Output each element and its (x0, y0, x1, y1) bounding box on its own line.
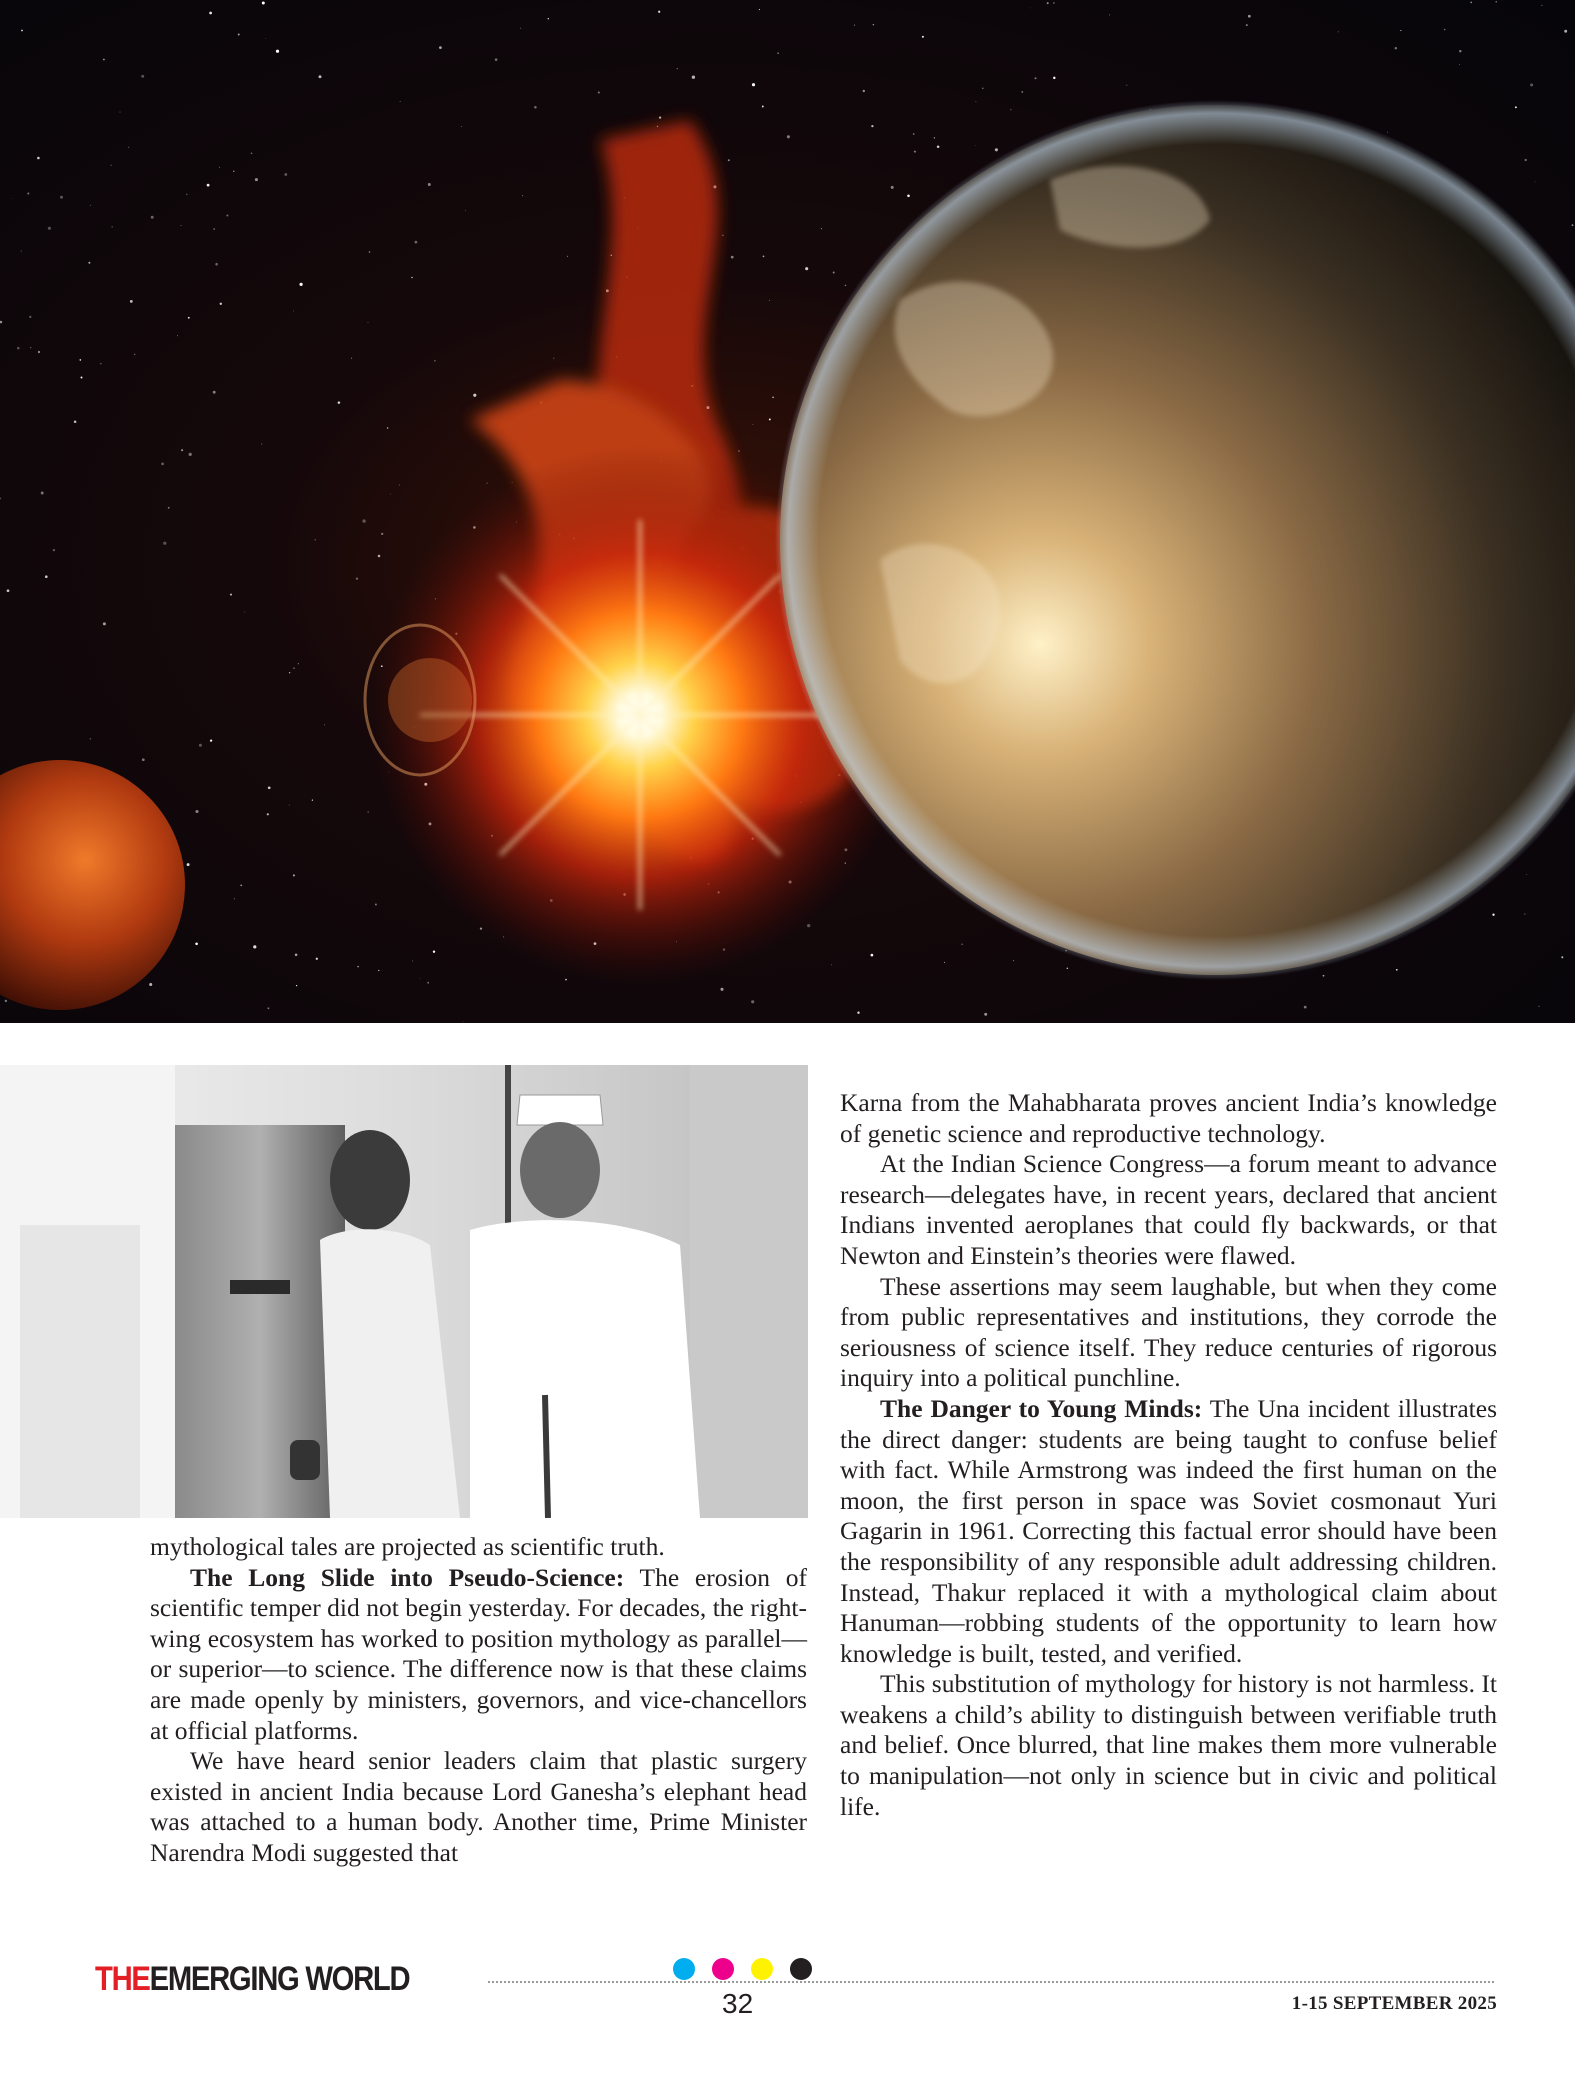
star-icon (149, 983, 152, 986)
star-icon (181, 225, 182, 226)
star-icon (215, 263, 218, 266)
star-icon (1030, 8, 1031, 9)
star-icon (312, 799, 313, 800)
space-planets-supernova-icon (0, 0, 1575, 1023)
star-icon (914, 151, 916, 153)
star-icon (268, 786, 271, 789)
star-icon (1572, 224, 1574, 226)
star-icon (80, 359, 82, 361)
star-icon (362, 519, 365, 522)
star-icon (319, 75, 322, 78)
star-icon (213, 228, 215, 230)
star-icon (128, 147, 129, 148)
star-icon (1010, 109, 1011, 110)
star-icon (293, 874, 295, 876)
star-icon (48, 227, 51, 230)
star-icon (210, 739, 212, 741)
star-icon (130, 300, 133, 303)
star-icon (731, 256, 734, 259)
star-icon (412, 960, 413, 961)
star-icon (769, 300, 770, 301)
star-icon (907, 195, 910, 198)
star-icon (463, 1021, 464, 1022)
star-icon (177, 335, 178, 336)
star-icon (1248, 15, 1251, 18)
star-icon (255, 178, 258, 181)
star-icon (769, 418, 771, 420)
star-icon (1396, 969, 1398, 971)
star-icon (420, 978, 421, 979)
star-icon (677, 68, 678, 69)
right-paragraph-5: This substitution of mythology for history is not harmless. It weakens a child’s ability to distinguish between verifiable truth and belief. Once blurred, that line makes them more vulnerable to manipulation—not only in science but in civic and political life. (840, 1669, 1497, 1821)
star-icon (234, 898, 235, 899)
star-icon (244, 612, 245, 613)
star-icon (1444, 29, 1446, 31)
star-icon (238, 34, 240, 36)
star-icon (1538, 1006, 1539, 1007)
black-dot-icon (790, 1958, 812, 1980)
star-icon (209, 12, 212, 15)
star-icon (119, 112, 120, 113)
star-icon (298, 663, 299, 664)
star-icon (195, 810, 198, 813)
star-icon (188, 317, 190, 319)
star-icon (722, 235, 723, 236)
star-icon (226, 215, 228, 217)
star-icon (1109, 14, 1110, 15)
star-icon (522, 195, 523, 196)
subheading-young-minds: The Danger to Young Minds: (880, 1393, 1203, 1423)
star-icon (240, 884, 242, 886)
star-icon (833, 272, 835, 274)
star-icon (381, 533, 383, 535)
article-right-column (840, 1088, 1497, 1822)
star-icon (937, 145, 940, 148)
star-icon (944, 962, 945, 963)
star-icon (29, 316, 31, 318)
star-icon (1525, 159, 1527, 161)
logo-the: THE (95, 1960, 150, 1998)
logo-emerging-world: EMERGING WORLD (149, 1960, 410, 1998)
left-paragraph-1: mythological tales are projected as scientific truth. (150, 1532, 665, 1561)
star-icon (21, 30, 23, 32)
star-icon (1459, 64, 1460, 65)
star-icon (30, 347, 31, 348)
star-icon (267, 813, 269, 815)
star-icon (111, 165, 112, 166)
star-icon (657, 126, 658, 127)
star-icon (1047, 2, 1049, 4)
star-icon (984, 1013, 987, 1016)
star-icon (439, 46, 442, 49)
star-icon (658, 11, 660, 13)
star-icon (195, 943, 198, 946)
star-icon (871, 954, 874, 957)
star-icon (720, 988, 723, 991)
star-icon (1515, 106, 1517, 108)
star-icon (975, 101, 976, 102)
star-icon (314, 539, 315, 540)
star-icon (134, 354, 135, 355)
star-icon (857, 1012, 859, 1014)
star-icon (151, 216, 154, 219)
star-icon (357, 966, 359, 968)
star-icon (262, 2, 265, 5)
right-paragraph-3: These assertions may seem laughable, but when they come from public representatives and institutions, they corrode the seriousness of science itself. They reduce centuries of rigorous inquiry into a political punchline. (840, 1271, 1497, 1393)
star-icon (1530, 83, 1533, 86)
star-icon (753, 424, 754, 425)
star-icon (1395, 47, 1397, 49)
star-icon (434, 360, 436, 362)
yellow-dot-icon (751, 1958, 773, 1980)
star-icon (567, 256, 568, 257)
star-icon (141, 75, 144, 78)
star-icon (163, 542, 166, 545)
star-icon (465, 210, 466, 211)
star-icon (692, 76, 695, 79)
star-icon (189, 453, 192, 456)
star-icon (11, 198, 12, 199)
star-icon (289, 672, 290, 673)
star-icon (553, 358, 554, 359)
star-icon (187, 863, 190, 866)
star-icon (21, 251, 22, 252)
star-icon (831, 964, 832, 965)
star-icon (400, 101, 401, 102)
star-icon (428, 183, 431, 186)
star-icon (891, 186, 894, 189)
two-men-laboratory-photo-icon (0, 1065, 808, 1518)
star-icon (299, 283, 302, 286)
registration-dots (673, 1958, 812, 1980)
star-icon (399, 485, 400, 486)
star-icon (284, 173, 287, 176)
star-icon (267, 1007, 269, 1009)
star-icon (1470, 2, 1472, 4)
star-icon (1541, 5, 1542, 6)
star-icon (276, 50, 279, 53)
star-icon (390, 494, 391, 495)
star-icon (41, 492, 44, 495)
star-icon (37, 157, 40, 160)
space-hero-image (0, 0, 1575, 1023)
star-icon (922, 36, 924, 38)
footer-dotted-rule (488, 1981, 1494, 1983)
magazine-logo (95, 1960, 409, 1999)
star-icon (142, 758, 145, 761)
page-number: 32 (722, 1988, 754, 2019)
star-icon (759, 9, 760, 10)
star-icon (81, 377, 83, 379)
star-icon (324, 724, 325, 725)
star-icon (112, 226, 113, 227)
star-icon (375, 904, 377, 906)
star-icon (751, 1000, 754, 1003)
star-icon (427, 982, 429, 984)
star-icon (368, 811, 369, 812)
star-icon (1021, 91, 1023, 93)
star-icon (821, 228, 822, 229)
star-icon (728, 159, 730, 161)
left-paragraph-3: We have heard senior leaders claim that plastic surgery existed in ancient India because Lord Ganesha’s elephant head was attached to a human body. Another time, Prime Minister Narendra Modi suggested that (150, 1746, 807, 1867)
star-icon (805, 267, 808, 270)
star-icon (207, 184, 210, 187)
star-icon (1561, 956, 1563, 958)
star-icon (871, 125, 873, 127)
star-icon (495, 58, 498, 61)
star-icon (5, 1000, 7, 1002)
right-paragraph-2: At the Indian Science Congress—a forum meant to advance research—delegates have, in recent years, declared that ancient Indians invented aeroplanes that could fly backwards, or that Newton and Einstein’s theories were flawed. (840, 1149, 1497, 1270)
star-icon (1527, 874, 1528, 875)
star-icon (1400, 30, 1401, 31)
star-icon (316, 958, 318, 960)
issue-date: 1-15 SEPTEMBER 2025 (1291, 1993, 1497, 2014)
star-icon (1338, 32, 1339, 33)
star-icon (873, 24, 875, 26)
star-icon (1535, 181, 1536, 182)
historical-photo (0, 1065, 808, 1518)
star-icon (854, 25, 855, 26)
star-icon (356, 577, 358, 579)
star-icon (1127, 85, 1128, 86)
star-icon (265, 38, 266, 39)
star-icon (1387, 132, 1388, 133)
star-icon (168, 507, 170, 509)
star-icon (88, 262, 90, 264)
star-icon (415, 241, 418, 244)
star-icon (338, 401, 341, 404)
magenta-dot-icon (712, 1958, 734, 1980)
star-icon (90, 205, 91, 206)
star-icon (975, 145, 976, 146)
subheading-pseudo-science: The Long Slide into Pseudo-Science: (190, 1562, 625, 1592)
star-icon (913, 133, 915, 135)
star-icon (289, 805, 290, 806)
star-icon (220, 303, 222, 305)
star-icon (253, 945, 256, 948)
star-icon (1035, 77, 1037, 79)
star-icon (995, 148, 998, 151)
star-icon (1495, 1, 1496, 2)
star-icon (103, 622, 106, 625)
star-icon (103, 59, 105, 61)
star-icon (548, 18, 549, 19)
star-icon (473, 394, 476, 397)
star-icon (296, 985, 297, 986)
star-icon (45, 575, 48, 578)
right-paragraph-4: The Danger to Young Minds: The Una incident illustrates the direct danger: students are being taught to confuse belief with fact. While Armstrong was indeed the first human on the moon, the first person in space was Soviet cosmonaut Yuri Gagarin in 1961. Correcting this factual error should have been the responsibility of any responsible adult addressing children. Instead, Thakur replaced it with a mythological claim about Hanuman—robbing students of the opportunity to learn how knowledge is built, tested, and verified. (840, 1393, 1497, 1668)
star-icon (763, 256, 765, 258)
star-icon (295, 954, 298, 957)
star-icon (772, 396, 774, 398)
star-icon (7, 589, 10, 592)
star-icon (752, 83, 755, 86)
star-icon (261, 443, 262, 444)
star-icon (230, 594, 232, 596)
star-icon (845, 285, 847, 287)
star-icon (777, 53, 778, 54)
star-icon (411, 277, 412, 278)
star-icon (486, 482, 487, 483)
star-icon (378, 555, 381, 558)
star-icon (1304, 1006, 1307, 1009)
star-icon (433, 951, 435, 953)
star-icon (962, 944, 963, 945)
star-icon (534, 106, 537, 109)
star-icon (219, 167, 220, 168)
star-icon (17, 347, 20, 350)
star-icon (934, 137, 935, 138)
star-icon (378, 970, 379, 971)
star-icon (787, 135, 790, 138)
star-icon (90, 738, 91, 739)
star-icon (1246, 24, 1248, 26)
star-icon (369, 251, 371, 253)
star-icon (1564, 30, 1567, 33)
star-icon (1053, 77, 1055, 79)
article-left-column (150, 1532, 807, 1869)
star-icon (738, 450, 740, 452)
star-icon (762, 106, 764, 108)
star-icon (520, 28, 521, 29)
star-icon (461, 126, 462, 127)
star-icon (1053, 2, 1054, 3)
star-icon (659, 116, 661, 118)
star-icon (186, 194, 187, 195)
star-icon (982, 87, 984, 89)
star-icon (368, 322, 369, 323)
star-icon (293, 668, 294, 669)
star-icon (233, 171, 234, 172)
star-icon (53, 549, 55, 551)
left-paragraph-2: The Long Slide into Pseudo-Science: The erosion of scientific temper did not begin yesterday. For decades, the right-wing ecosystem has worked to position mythology as parallel—or superior—to science. The difference now is that these claims are made openly by ministers, governors, and vice-chancellors at official platforms. (150, 1562, 807, 1745)
star-icon (1524, 913, 1525, 914)
star-icon (1459, 50, 1461, 52)
star-icon (213, 391, 216, 394)
star-icon (387, 427, 388, 428)
star-icon (1013, 960, 1014, 961)
star-icon (60, 196, 63, 199)
star-icon (181, 449, 183, 451)
star-icon (351, 358, 352, 359)
star-icon (199, 744, 202, 747)
star-icon (1323, 975, 1325, 977)
star-icon (293, 311, 294, 312)
star-icon (74, 420, 77, 423)
cyan-dot-icon (673, 1958, 695, 1980)
star-icon (100, 363, 101, 364)
star-icon (863, 90, 865, 92)
right-paragraph-1: Karna from the Mahabharata proves ancient India’s knowledge of genetic science and reproductive technology. (840, 1088, 1497, 1148)
star-icon (1067, 968, 1068, 969)
star-icon (27, 193, 29, 195)
star-icon (38, 351, 40, 353)
star-icon (161, 463, 164, 466)
star-icon (251, 152, 253, 154)
star-icon (1492, 914, 1494, 916)
star-icon (565, 979, 567, 981)
star-icon (598, 91, 600, 93)
